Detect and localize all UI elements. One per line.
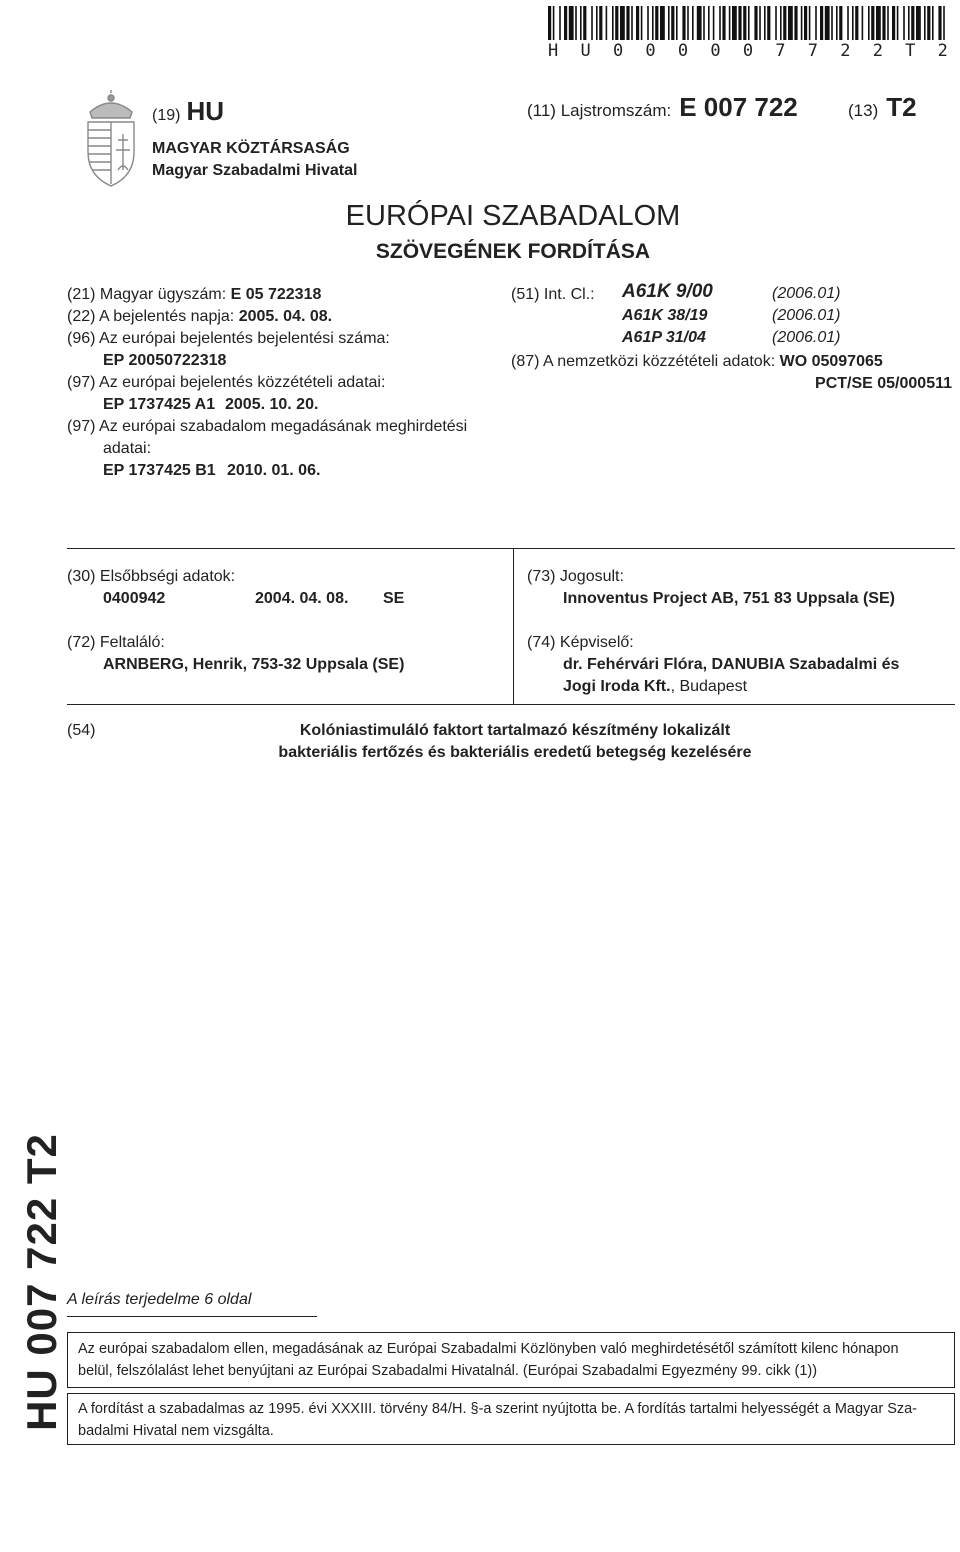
field-97b-value: EP 1737425 B1 2010. 01. 06.: [103, 462, 321, 479]
notice-line: A fordítást a szabadalmas az 1995. évi XXXIII. törvény 84/H. §-a szerint nyújtotta be. A fordítás tartalmi helyességét a Magyar Sza-: [78, 1401, 918, 1417]
divider: [67, 1316, 317, 1317]
coat-of-arms-icon: [80, 90, 142, 188]
field-87: (87) A nemzetközi közzétételi adatok: WO 05097065: [511, 353, 883, 370]
field-97a-value: EP 1737425 A1 2005. 10. 20.: [103, 396, 319, 413]
intcl-version-3: (2006.01): [772, 329, 841, 346]
registration-number: [527, 92, 798, 122]
page-count: A leírás terjedelme 6 oldal: [67, 1291, 252, 1308]
barcode: [548, 6, 948, 40]
inid-code: (19): [152, 107, 181, 124]
field-87-value-2: PCT/SE 05/000511: [815, 375, 952, 392]
translation-notice: [67, 1393, 955, 1445]
divider: [67, 704, 955, 705]
field-97a-label: (97) Az európai bejelentés közzétételi adatai:: [67, 374, 386, 391]
office-name: Magyar Szabadalmi Hivatal: [152, 162, 358, 179]
field-96-label: (96) Az európai bejelentés bejelentési száma:: [67, 330, 390, 347]
barcode-char: 0: [612, 41, 624, 61]
barcode-text: [548, 41, 948, 61]
opposition-notice: [67, 1332, 955, 1388]
country-abbreviation: HU: [186, 96, 225, 126]
document-title: EURÓPAI SZABADALOM: [345, 200, 681, 232]
notice-line: belül, felszólalást lehet benyújtani az Európai Szabadalmi Hivatalnál. (Európai Szabadalmi Egyezmény 99. cikk (1)): [78, 1363, 818, 1379]
kind-value: T2: [886, 92, 917, 122]
barcode-char: 0: [677, 41, 689, 61]
field-96-value: EP 20050722318: [103, 352, 227, 369]
left-fields: [67, 284, 507, 482]
field-30-label: (30) Elsőbbségi adatok:: [67, 568, 236, 585]
country-name: MAGYAR KÖZTÁRSASÁG: [152, 140, 350, 157]
invention-title-line1: Kolóniastimuláló faktort tartalmazó készítmény lokalizált: [299, 722, 731, 739]
field-97b-label-cont: adatai:: [103, 440, 152, 457]
notice-line: Az európai szabadalom ellen, megadásának az Európai Szabadalmi Közlönyben való meghirdetésétől számított kilenc hónapon: [78, 1341, 899, 1357]
barcode-char: T: [905, 41, 916, 61]
barcode-char: U: [580, 41, 591, 61]
reg-value: E 007 722: [679, 92, 798, 122]
intcl-code-1: A61K 9/00: [622, 281, 713, 302]
kind-code: [848, 92, 917, 122]
field-73-label: (73) Jogosult:: [527, 568, 624, 585]
field-21: (21) Magyar ügyszám: E 05 722318: [67, 286, 322, 303]
field-74-label: (74) Képviselő:: [527, 634, 634, 651]
intcl-code-2: A61K 38/19: [622, 307, 708, 324]
field-74-value-1: dr. Fehérvári Flóra, DANUBIA Szabadalmi és: [563, 656, 900, 673]
intcl-version-2: (2006.01): [772, 307, 841, 324]
document-subtitle: SZÖVEGÉNEK FORDÍTÁSA: [375, 240, 651, 263]
barcode-char: H: [548, 41, 559, 61]
barcode-char: 7: [775, 41, 786, 61]
invention-title-line2: bakteriális fertőzés és bakteriális eredetű betegség kezelésére: [278, 744, 752, 761]
barcode-char: 7: [807, 41, 818, 61]
reg-label: (11) Lajstromszám:: [527, 101, 672, 120]
barcode-char: 0: [710, 41, 721, 61]
country-code: [152, 96, 225, 127]
field-54-code: (54): [67, 722, 96, 739]
field-74-value-2: Jogi Iroda Kft., Budapest: [563, 678, 748, 695]
intcl-version-1: (2006.01): [772, 285, 841, 302]
inid-code: (13): [848, 101, 879, 120]
field-22: (22) A bejelentés napja: 2005. 04. 08.: [67, 308, 333, 325]
barcode-char: 2: [840, 41, 851, 61]
field-30-country: SE: [383, 590, 405, 607]
barcode-char: 0: [742, 41, 754, 61]
field-72-label: (72) Feltaláló:: [67, 634, 165, 651]
divider-vertical: [513, 548, 514, 704]
intcl-label: (51) Int. Cl.:: [511, 286, 595, 303]
field-30-date: 2004. 04. 08.: [255, 590, 349, 607]
field-73-value: Innoventus Project AB, 751 83 Uppsala (SE): [563, 590, 895, 607]
field-97b-label: (97) Az európai szabadalom megadásának meghirdetési: [67, 418, 468, 435]
divider: [67, 548, 955, 549]
barcode-char: 2: [872, 41, 883, 61]
field-72-value: ARNBERG, Henrik, 753-32 Uppsala (SE): [103, 656, 405, 673]
notice-line: badalmi Hivatal nem vizsgálta.: [78, 1423, 274, 1439]
field-30-number: 0400942: [103, 590, 166, 607]
sidebar-publication-number: HU 007 722 T2: [18, 1133, 65, 1431]
barcode-char: 2: [937, 41, 948, 61]
barcode-char: 0: [645, 41, 656, 61]
intcl-code-3: A61P 31/04: [622, 329, 706, 346]
